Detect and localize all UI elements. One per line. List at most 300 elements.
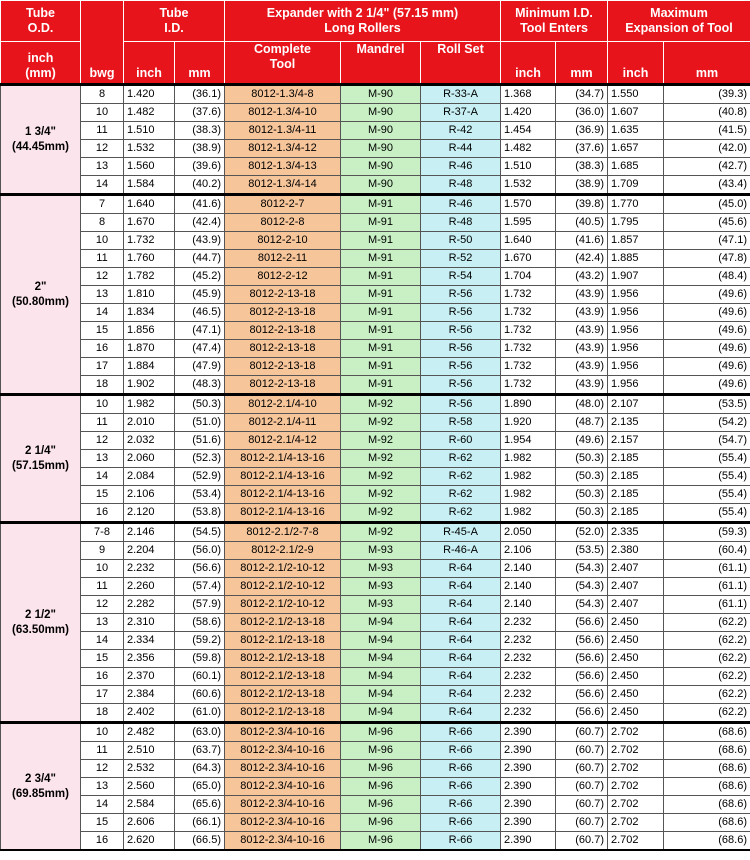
table-row [1,832,750,851]
tube-id-mm-cell: (36.1) [175,85,225,104]
mandrel-cell: M-91 [341,358,421,376]
max-exp-inch-cell: 1.550 [608,85,664,104]
table-row [1,250,750,268]
mandrel-cell: M-92 [341,414,421,432]
mandrel-cell: M-94 [341,614,421,632]
complete-tool-cell: 8012-2.1/4-13-16 [225,468,341,486]
max-exp-inch-cell: 2.135 [608,414,664,432]
table-row [1,614,750,632]
min-id-mm-cell: (54.3) [556,596,608,614]
max-exp-inch-cell: 2.157 [608,432,664,450]
mandrel-cell: M-93 [341,578,421,596]
table-row [1,140,750,158]
bwg-cell: 11 [81,742,124,760]
tube-id-inch-cell: 2.560 [124,778,175,796]
tube-id-mm-header: mm [175,42,225,85]
tube-id-mm-cell: (56.6) [175,560,225,578]
bwg-header-label: bwg [89,66,115,80]
max-exp-inch-cell: 2.702 [608,832,664,851]
min-id-mm-cell: (53.5) [556,542,608,560]
complete-tool-cell: 8012-2.1/2-10-12 [225,596,341,614]
max-exp-inch-cell: 2.702 [608,778,664,796]
min-id-inch-cell: 1.982 [501,504,556,523]
tube-id-mm-cell: (60.6) [175,686,225,704]
roll-set-cell: R-56 [421,376,501,395]
table-row [1,650,750,668]
tube-id-inch-cell: 2.120 [124,504,175,523]
mandrel-cell: M-96 [341,742,421,760]
tube-id-mm-cell: (60.1) [175,668,225,686]
min-id-mm-cell: (43.2) [556,268,608,286]
tube-id-inch-cell: 1.640 [124,195,175,214]
min-id-inch-cell: 1.640 [501,232,556,250]
min-id-mm-cell: (43.9) [556,358,608,376]
tube-od-header: Tube O.D. [1,1,81,42]
table-row [1,195,750,214]
tube-id-inch-cell: 2.146 [124,523,175,542]
mandrel-cell: M-91 [341,232,421,250]
complete-tool-cell: 8012-2-8 [225,214,341,232]
mandrel-cell: M-94 [341,650,421,668]
tube-id-inch-cell: 2.084 [124,468,175,486]
bwg-cell: 10 [81,232,124,250]
max-exp-mm-cell: (45.0) [664,195,750,214]
tube-id-inch-cell: 2.620 [124,832,175,851]
bwg-cell: 13 [81,158,124,176]
complete-tool-cell: 8012-2.3/4-10-16 [225,832,341,851]
max-exp-mm-cell: (48.4) [664,268,750,286]
max-exp-inch-cell: 1.685 [608,158,664,176]
mandrel-cell: M-91 [341,214,421,232]
max-exp-mm-cell: (68.6) [664,832,750,851]
max-exp-mm-cell: (49.6) [664,340,750,358]
max-exp-inch-cell: 2.450 [608,668,664,686]
max-exp-inch-cell: 1.956 [608,358,664,376]
roll-set-header: Roll Set [421,42,501,85]
tube-id-inch-cell: 2.232 [124,560,175,578]
table-row [1,468,750,486]
tube-id-mm-cell: (56.0) [175,542,225,560]
min-id-mm-cell: (43.9) [556,376,608,395]
bwg-cell: 14 [81,632,124,650]
tube-id-mm-cell: (39.6) [175,158,225,176]
mandrel-cell: M-96 [341,723,421,742]
max-exp-inch-cell: 1.956 [608,304,664,322]
tube-id-inch-cell: 2.060 [124,450,175,468]
complete-tool-cell: 8012-2-13-18 [225,358,341,376]
max-exp-inch-cell: 2.380 [608,542,664,560]
tube-id-inch-cell: 1.884 [124,358,175,376]
table-row [1,760,750,778]
min-id-inch-cell: 1.982 [501,468,556,486]
bwg-cell: 18 [81,376,124,395]
min-id-mm-cell: (36.0) [556,104,608,122]
tube-id-mm-cell: (59.2) [175,632,225,650]
complete-tool-cell: 8012-2.1/4-12 [225,432,341,450]
complete-tool-cell: 8012-2.3/4-10-16 [225,814,341,832]
min-id-inch-cell: 1.732 [501,376,556,395]
max-exp-mm-cell: (62.2) [664,614,750,632]
roll-set-cell: R-46-A [421,542,501,560]
max-exp-mm-cell: (47.8) [664,250,750,268]
min-id-inch-cell: 2.390 [501,723,556,742]
max-exp-mm-cell: (68.6) [664,723,750,742]
complete-tool-cell: 8012-2-11 [225,250,341,268]
min-id-inch-cell: 2.390 [501,832,556,851]
min-id-mm-cell: (38.9) [556,176,608,195]
max-exp-inch-cell: 2.702 [608,796,664,814]
mandrel-cell: M-91 [341,286,421,304]
min-id-mm-cell: (48.7) [556,414,608,432]
mandrel-cell: M-92 [341,468,421,486]
mandrel-cell: M-93 [341,542,421,560]
min-id-inch-cell: 1.732 [501,286,556,304]
max-exp-mm-cell: (53.5) [664,395,750,414]
mandrel-cell: M-94 [341,686,421,704]
mandrel-cell: M-96 [341,796,421,814]
min-id-inch-cell: 1.510 [501,158,556,176]
table-row [1,704,750,723]
bwg-cell: 13 [81,450,124,468]
bwg-cell: 11 [81,578,124,596]
min-id-mm-cell: (50.3) [556,504,608,523]
min-id-mm-cell: (43.9) [556,340,608,358]
mandrel-cell: M-94 [341,632,421,650]
complete-tool-cell: 8012-2.3/4-10-16 [225,723,341,742]
bwg-header [81,1,124,85]
min-id-inch-cell: 1.420 [501,104,556,122]
min-id-mm-cell: (34.7) [556,85,608,104]
table-row [1,596,750,614]
max-exp-inch-cell: 1.885 [608,250,664,268]
min-id-mm-cell: (37.6) [556,140,608,158]
roll-set-cell: R-66 [421,814,501,832]
bwg-cell: 12 [81,596,124,614]
tube-id-inch-cell: 1.482 [124,104,175,122]
tube-od-unit-header: inch (mm) [1,42,81,85]
table-row [1,796,750,814]
bwg-cell: 14 [81,796,124,814]
max-exp-mm-cell: (62.2) [664,686,750,704]
max-exp-mm-cell: (42.0) [664,140,750,158]
max-exp-inch-cell: 1.709 [608,176,664,195]
tube-id-mm-cell: (59.8) [175,650,225,668]
table-row [1,376,750,395]
table-row [1,778,750,796]
max-exp-inch-cell: 1.956 [608,376,664,395]
tube-id-inch-cell: 2.106 [124,486,175,504]
min-id-mm-cell: (56.6) [556,686,608,704]
min-id-header: Minimum I.D. Tool Enters [501,1,608,42]
expander-header: Expander with 2 1/4" (57.15 mm) Long Rollers [225,1,501,42]
table-row [1,723,750,742]
table-row [1,668,750,686]
min-id-inch-cell: 2.232 [501,614,556,632]
bwg-cell: 16 [81,668,124,686]
max-exp-mm-cell: (55.4) [664,450,750,468]
roll-set-cell: R-33-A [421,85,501,104]
min-id-mm-cell: (41.6) [556,232,608,250]
table-row [1,742,750,760]
mandrel-cell: M-90 [341,176,421,195]
tube-id-mm-cell: (47.9) [175,358,225,376]
table-row [1,214,750,232]
tube-id-inch-cell: 1.560 [124,158,175,176]
roll-set-cell: R-62 [421,486,501,504]
min-id-inch-cell: 2.232 [501,668,556,686]
roll-set-cell: R-42 [421,122,501,140]
tube-id-inch-cell: 2.032 [124,432,175,450]
bwg-cell: 15 [81,814,124,832]
max-exp-inch-cell: 2.407 [608,560,664,578]
table-row [1,686,750,704]
complete-tool-cell: 8012-2.1/2-13-18 [225,704,341,723]
tube-id-inch-cell: 1.510 [124,122,175,140]
bwg-cell: 10 [81,395,124,414]
bwg-cell: 12 [81,760,124,778]
tube-id-inch-cell: 2.310 [124,614,175,632]
bwg-cell: 17 [81,686,124,704]
min-id-inch-cell: 2.232 [501,650,556,668]
tube-id-inch-cell: 2.204 [124,542,175,560]
complete-tool-cell: 8012-2.1/4-13-16 [225,486,341,504]
tube-id-header: Tube I.D. [124,1,225,42]
min-id-mm-cell: (56.6) [556,614,608,632]
max-exp-mm-cell: (62.2) [664,650,750,668]
bwg-cell: 10 [81,104,124,122]
tube-id-mm-cell: (37.6) [175,104,225,122]
table-row [1,340,750,358]
complete-tool-cell: 8012-1.3/4-14 [225,176,341,195]
complete-tool-cell: 8012-2.1/4-11 [225,414,341,432]
table-row [1,578,750,596]
min-id-inch-cell: 2.232 [501,632,556,650]
tube-id-inch-cell: 2.584 [124,796,175,814]
complete-tool-cell: 8012-2.1/2-13-18 [225,650,341,668]
tube-id-mm-cell: (41.6) [175,195,225,214]
roll-set-cell: R-46 [421,158,501,176]
roll-set-cell: R-54 [421,268,501,286]
mandrel-cell: M-92 [341,395,421,414]
tube-id-mm-cell: (57.9) [175,596,225,614]
tube-id-inch-cell: 1.834 [124,304,175,322]
min-id-mm-cell: (54.3) [556,560,608,578]
min-id-inch-cell: 1.982 [501,450,556,468]
min-id-inch-cell: 2.390 [501,778,556,796]
bwg-cell: 10 [81,723,124,742]
max-exp-inch-cell: 1.795 [608,214,664,232]
mandrel-cell: M-90 [341,158,421,176]
bwg-cell: 12 [81,268,124,286]
max-exp-inch-cell: 2.702 [608,814,664,832]
mandrel-cell: M-96 [341,832,421,851]
min-id-mm-cell: (54.3) [556,578,608,596]
mandrel-cell: M-90 [341,122,421,140]
max-exp-mm-cell: (55.4) [664,468,750,486]
complete-tool-cell: 8012-2.1/4-10 [225,395,341,414]
tube-id-inch-cell: 2.384 [124,686,175,704]
max-exp-mm-cell: (62.2) [664,704,750,723]
max-exp-mm-cell: (45.6) [664,214,750,232]
mandrel-cell: M-91 [341,376,421,395]
max-exp-mm-cell: (43.4) [664,176,750,195]
roll-set-cell: R-56 [421,322,501,340]
complete-tool-cell: 8012-2.1/2-7-8 [225,523,341,542]
tube-id-mm-cell: (52.3) [175,450,225,468]
tube-id-mm-cell: (51.0) [175,414,225,432]
table-row [1,486,750,504]
bwg-cell: 10 [81,560,124,578]
roll-set-cell: R-60 [421,432,501,450]
max-exp-mm-cell: (55.4) [664,504,750,523]
tube-id-mm-cell: (40.2) [175,176,225,195]
min-id-inch-cell: 1.732 [501,322,556,340]
max-exp-mm-cell: (49.6) [664,322,750,340]
tube-id-mm-cell: (45.2) [175,268,225,286]
complete-tool-cell: 8012-2.1/2-10-12 [225,578,341,596]
tube-id-mm-cell: (50.3) [175,395,225,414]
complete-tool-cell: 8012-2.1/2-13-18 [225,632,341,650]
bwg-cell: 7-8 [81,523,124,542]
table-header [1,1,750,85]
roll-set-cell: R-56 [421,358,501,376]
mandrel-cell: M-96 [341,778,421,796]
min-id-mm-cell: (50.3) [556,450,608,468]
tube-id-mm-cell: (63.7) [175,742,225,760]
roll-set-cell: R-62 [421,504,501,523]
min-id-mm-cell: (60.7) [556,778,608,796]
max-exp-mm-cell: (62.2) [664,668,750,686]
mandrel-cell: M-91 [341,250,421,268]
max-exp-mm-cell: (68.6) [664,742,750,760]
tube-id-inch-cell: 2.356 [124,650,175,668]
tube-od-cell: 2 1/4" (57.15mm) [1,395,81,523]
max-exp-mm-header: mm [664,42,750,85]
tube-id-inch-cell: 1.532 [124,140,175,158]
bwg-cell: 16 [81,504,124,523]
min-id-mm-cell: (60.7) [556,742,608,760]
complete-tool-cell: 8012-2.3/4-10-16 [225,760,341,778]
min-id-inch-cell: 2.140 [501,596,556,614]
min-id-inch-cell: 2.232 [501,704,556,723]
tube-id-mm-cell: (45.9) [175,286,225,304]
tube-id-inch-cell: 2.606 [124,814,175,832]
max-exp-inch-cell: 1.956 [608,340,664,358]
complete-tool-cell: 8012-2-12 [225,268,341,286]
roll-set-cell: R-64 [421,578,501,596]
min-id-mm-cell: (52.0) [556,523,608,542]
table-row [1,268,750,286]
min-id-inch-cell: 2.390 [501,814,556,832]
min-id-mm-cell: (38.3) [556,158,608,176]
max-exp-inch-cell: 2.450 [608,704,664,723]
complete-tool-cell: 8012-2-10 [225,232,341,250]
table-row [1,450,750,468]
tube-id-inch-cell: 1.810 [124,286,175,304]
min-id-inch-cell: 1.732 [501,358,556,376]
mandrel-cell: M-91 [341,195,421,214]
table-row [1,232,750,250]
complete-tool-cell: 8012-1.3/4-11 [225,122,341,140]
complete-tool-cell: 8012-2-13-18 [225,376,341,395]
mandrel-header: Mandrel [341,42,421,85]
mandrel-cell: M-90 [341,104,421,122]
min-id-inch-cell: 1.982 [501,486,556,504]
max-exp-inch-cell: 1.956 [608,322,664,340]
mandrel-cell: M-90 [341,140,421,158]
mandrel-cell: M-91 [341,340,421,358]
min-id-mm-cell: (50.3) [556,468,608,486]
tube-id-inch-cell: 1.732 [124,232,175,250]
roll-set-cell: R-66 [421,742,501,760]
min-id-mm-cell: (56.6) [556,632,608,650]
mandrel-cell: M-94 [341,668,421,686]
max-exp-inch-cell: 2.335 [608,523,664,542]
tube-od-cell: 2" (50.80mm) [1,195,81,395]
mandrel-cell: M-91 [341,322,421,340]
bwg-cell: 8 [81,85,124,104]
min-id-mm-cell: (60.7) [556,760,608,778]
min-id-mm-cell: (56.6) [556,668,608,686]
max-exp-inch-header: inch [608,42,664,85]
roll-set-cell: R-48 [421,176,501,195]
tube-id-inch-cell: 2.370 [124,668,175,686]
tube-id-inch-cell: 2.010 [124,414,175,432]
roll-set-cell: R-66 [421,796,501,814]
roll-set-cell: R-64 [421,668,501,686]
table-row [1,358,750,376]
tube-id-inch-cell: 2.260 [124,578,175,596]
bwg-cell: 12 [81,432,124,450]
complete-tool-cell: 8012-2.3/4-10-16 [225,778,341,796]
tube-id-inch-header: inch [124,42,175,85]
mandrel-cell: M-96 [341,814,421,832]
tube-id-mm-cell: (53.8) [175,504,225,523]
min-id-inch-cell: 1.532 [501,176,556,195]
bwg-cell: 17 [81,358,124,376]
tube-id-mm-cell: (51.6) [175,432,225,450]
table-row [1,542,750,560]
roll-set-cell: R-64 [421,686,501,704]
max-exp-mm-cell: (59.3) [664,523,750,542]
max-exp-inch-cell: 1.635 [608,122,664,140]
min-id-mm-cell: (43.9) [556,286,608,304]
tube-id-inch-cell: 2.334 [124,632,175,650]
max-exp-inch-cell: 2.185 [608,504,664,523]
min-id-mm-cell: (60.7) [556,723,608,742]
tube-id-mm-cell: (53.4) [175,486,225,504]
complete-tool-cell: 8012-2.1/2-13-18 [225,668,341,686]
table-row [1,104,750,122]
min-id-inch-cell: 1.482 [501,140,556,158]
max-exp-inch-cell: 1.857 [608,232,664,250]
roll-set-cell: R-58 [421,414,501,432]
bwg-cell: 18 [81,704,124,723]
roll-set-cell: R-62 [421,468,501,486]
roll-set-cell: R-66 [421,760,501,778]
min-id-mm-cell: (60.7) [556,832,608,851]
table-row [1,632,750,650]
roll-set-cell: R-48 [421,214,501,232]
max-exp-inch-cell: 2.185 [608,450,664,468]
roll-set-cell: R-66 [421,832,501,851]
min-id-mm-cell: (42.4) [556,250,608,268]
complete-tool-cell: 8012-2-13-18 [225,286,341,304]
max-exp-mm-cell: (47.1) [664,232,750,250]
min-id-inch-cell: 1.920 [501,414,556,432]
min-id-mm-cell: (56.6) [556,704,608,723]
complete-tool-cell: 8012-1.3/4-13 [225,158,341,176]
